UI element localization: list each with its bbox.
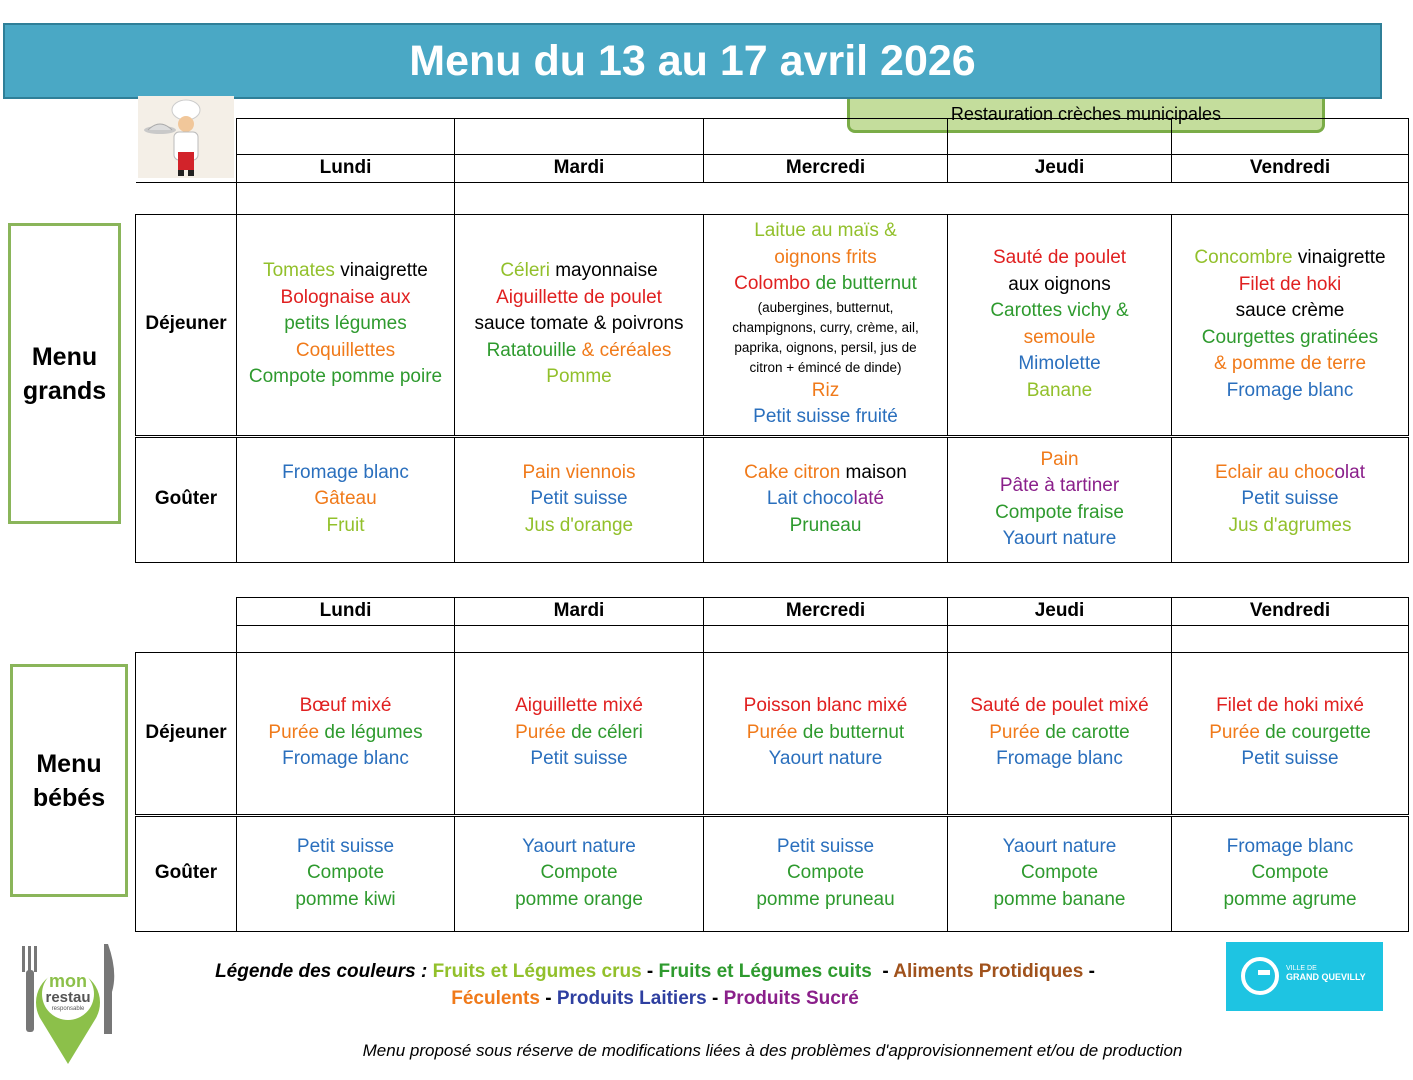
grands-dejeuner-jeudi: Sauté de poulet aux oignons Carottes vichy & semoule Mimolette Banane [948, 214, 1172, 436]
day-header-mercredi: Mercredi [704, 155, 948, 183]
grands-gouter-mercredi: Cake citron maison Lait chocolaté Pruneau [704, 436, 948, 562]
subtitle-tab: Restauration crèches municipales [847, 99, 1325, 133]
footer-note: Menu proposé sous réserve de modifications liées à des problèmes d'approvisionnement et/ou de production [362, 1041, 1183, 1060]
grands-dejeuner-mercredi: Laitue au maïs & oignons frits Colombo de butternut (aubergines, butternut, champignons, curry, crème, ail, paprika, oignons, persil, jus de citron + émincé de dinde) Riz Petit suisse fruité [704, 214, 948, 436]
bebes-gouter-mercredi: Petit suisse Compote pomme pruneau [704, 815, 948, 931]
bebes-dejeuner-lundi: Bœuf mixé Purée de légumes Fromage blanc [237, 652, 455, 815]
grands-gouter-mardi: Pain viennois Petit suisse Jus d'orange [455, 436, 704, 562]
logo-grand-quevilly: GRAND QUEVILLY [1286, 972, 1366, 982]
color-legend: Légende des couleurs : Fruits et Légumes crus - Fruits et Légumes cuits - Aliments Protidiques - Féculents - Produits Laitiers - Produits Sucré [215, 961, 1095, 1009]
row-label-dejeuner: Déjeuner [136, 214, 237, 436]
bebes-dejeuner-mardi: Aiguillette mixé Purée de céleri Petit suisse [455, 652, 704, 815]
bebes-day-header-mercredi: Mercredi [704, 598, 948, 626]
bebes-day-header-jeudi: Jeudi [948, 598, 1172, 626]
day-header-vendredi: Vendredi [1172, 155, 1409, 183]
grands-dejeuner-lundi: Tomates vinaigrette Bolognaise aux petits légumes Coquillettes Compote pomme poire [237, 214, 455, 436]
logo-restau: restau [45, 989, 91, 1006]
bebes-row-label-dejeuner: Déjeuner [136, 652, 237, 815]
day-header-jeudi: Jeudi [948, 155, 1172, 183]
grands-dejeuner-mardi: Céleri mayonnaise Aiguillette de poulet sauce tomate & poivrons Ratatouille & céréales Pomme [455, 214, 704, 436]
bebes-day-header-mardi: Mardi [455, 598, 704, 626]
bebes-gouter-mardi: Yaourt nature Compote pomme orange [455, 815, 704, 931]
fork-knife-pin-icon [16, 942, 120, 1070]
bebes-dejeuner-jeudi: Sauté de poulet mixé Purée de carotte Fromage blanc [948, 652, 1172, 815]
bebes-dejeuner-mercredi: Poisson blanc mixé Purée de butternut Yaourt nature [704, 652, 948, 815]
bebes-day-header-lundi: Lundi [237, 598, 455, 626]
bebes-gouter-jeudi: Yaourt nature Compote pomme banane [948, 815, 1172, 931]
section-label-grands: Menu grands [8, 223, 121, 524]
day-header-lundi: Lundi [237, 155, 455, 183]
grands-gouter-jeudi: Pain Pâte à tartiner Compote fraise Yaourt nature [948, 436, 1172, 562]
logo-responsable: responsable [51, 1006, 85, 1012]
menu-grands-table [135, 118, 1409, 563]
grands-gouter-lundi: Fromage blanc Gâteau Fruit [237, 436, 455, 562]
bebes-dejeuner-vendredi: Filet de hoki mixé Purée de courgette Petit suisse [1172, 652, 1409, 815]
grands-dejeuner-vendredi: Concombre vinaigrette Filet de hoki sauce crème Courgettes gratinées & pomme de terre Fromage blanc [1172, 214, 1409, 436]
bebes-row-label-gouter: Goûter [136, 815, 237, 931]
grands-gouter-vendredi: Eclair au chocolat Petit suisse Jus d'agrumes [1172, 436, 1409, 562]
bebes-day-header-vendredi: Vendredi [1172, 598, 1409, 626]
city-logo-icon [1226, 942, 1383, 1011]
bebes-gouter-lundi: Petit suisse Compote pomme kiwi [237, 815, 455, 931]
logo-mon: mon [49, 971, 87, 991]
bebes-gouter-vendredi: Fromage blanc Compote pomme agrume [1172, 815, 1409, 931]
logo-ville-de: VILLE DE [1286, 965, 1317, 972]
day-header-mardi: Mardi [455, 155, 704, 183]
page-title: Menu du 13 au 17 avril 2026 [3, 23, 1382, 99]
row-label-gouter: Goûter [136, 436, 237, 562]
menu-bebes-table [135, 597, 1409, 932]
section-label-bebes: Menu bébés [10, 664, 128, 897]
